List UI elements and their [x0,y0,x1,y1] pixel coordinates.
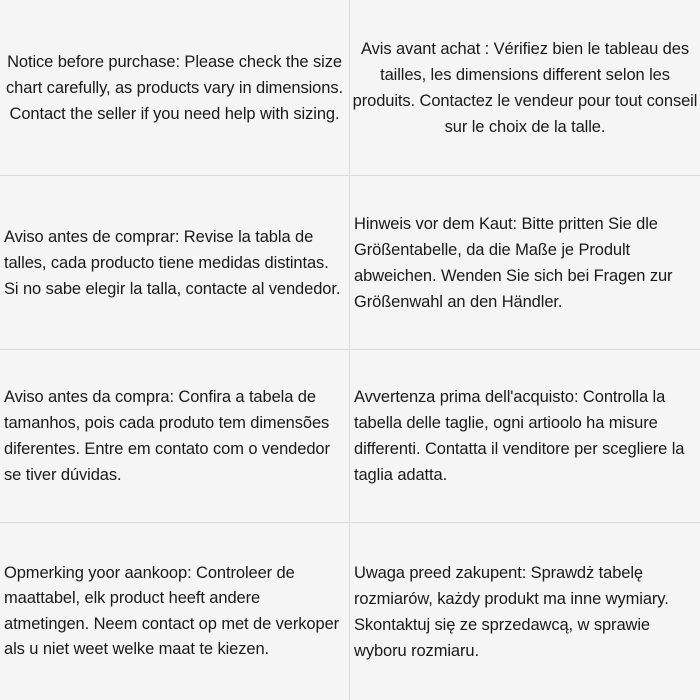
notice-cell-english [0,0,350,176]
notice-text-dutch: Opmerking yoor aankoop: Controleer de maattabel, elk product heeft andere atmetingen. Neem contact op met de verkoper als u niet weet welke maat te kiezen. [4,563,340,658]
notice-text-spanish: Aviso antes de comprar: Revise la tabla de talles, cada producto tiene medidas distintas. Si no sabe elegir la talla, contacte al vendedor. [4,227,341,298]
notice-cell-french [350,0,700,176]
notice-cell-polish [350,523,700,700]
notice-text-english: Notice before purchase: Please check the size chart carefully, as products vary in dimensions. Contact the seller if you need help with sizing. [6,52,343,123]
notice-cell-dutch [0,523,350,700]
notice-text-italian: Avvertenza prima dell'acquisto: Controlla la tabella delle taglie, ogni artioolo ha misure differenti. Contatta il venditore per scegliere la taglia adatta. [354,388,685,484]
notice-text-french: Avis avant achat : Vérifiez bien le tableau des tailles, les dimensions different selon les produits. Contactez le vendeur pour tout conseil sur le choix de la talle. [352,39,698,136]
notice-cell-italian [350,350,700,523]
notice-text-polish: Uwaga preed zakupent: Sprawdż tabelę rozmiarów, każdy produkt ma inne wymiary. Skontaktuj się ze sprzedawcą, w sprawie wyboru rozmiaru. [354,563,669,660]
notice-text-portuguese: Aviso antes da compra: Confira a tabela de tamanhos, pois cada produto tem dimensões diferentes. Entre em contato com o vendedor se tiver dúvidas. [4,388,330,484]
notice-cell-portuguese [0,350,350,523]
notice-cell-german [350,176,700,350]
notice-text-german: Hinweis vor dem Kaut: Bitte pritten Sie dle Größentabelle, da die Maße je Prodult abweichen. Wenden Sie sich bei Fragen zur Größenwahl an den Händler. [354,214,673,311]
notice-cell-spanish [0,176,350,350]
